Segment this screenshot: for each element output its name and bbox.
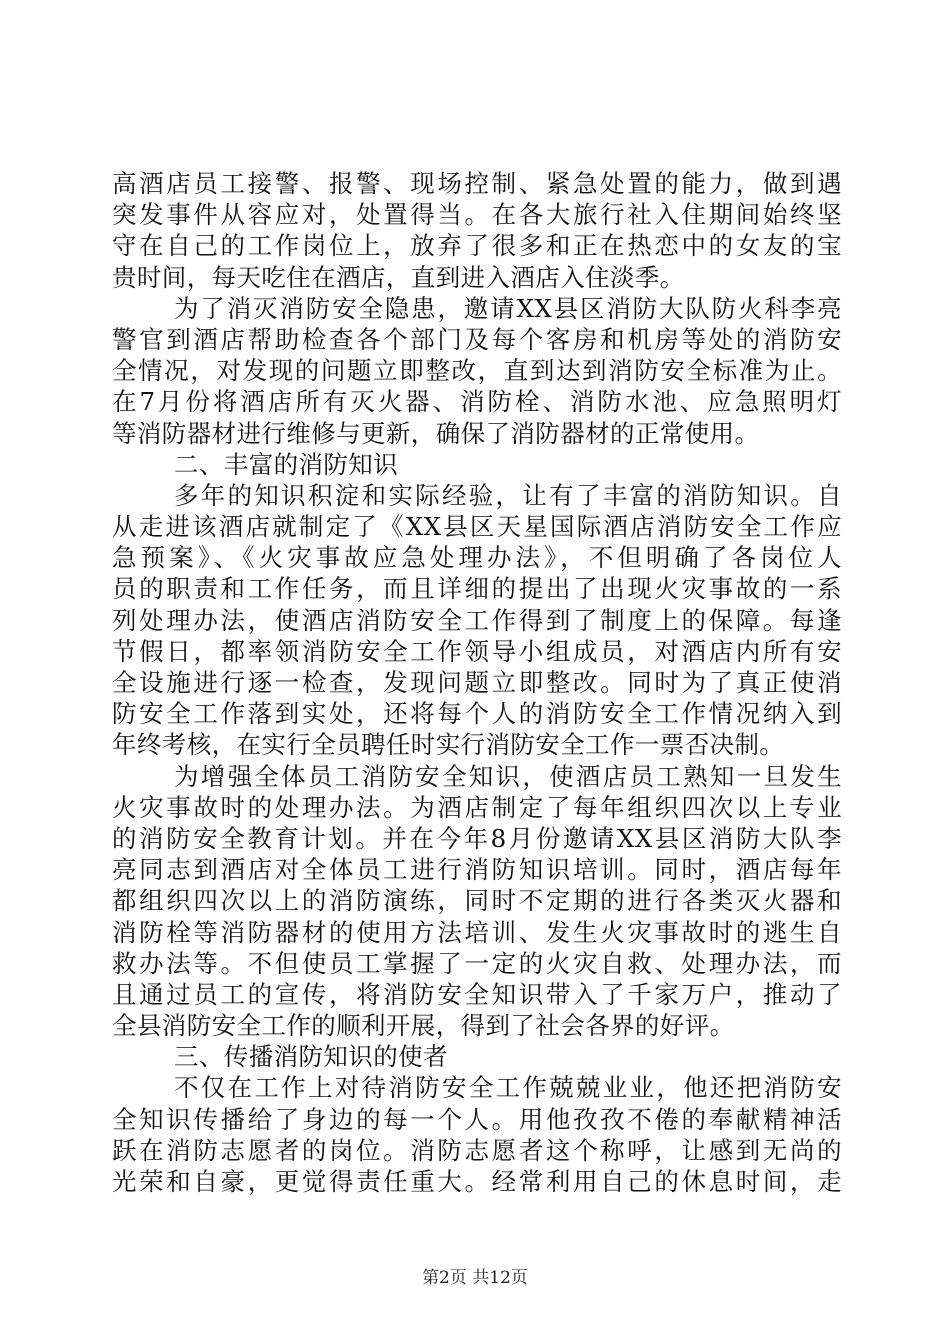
text-line: 从走进该酒店就制定了《XX县区天星国际酒店消防安全工作应 — [112, 512, 842, 542]
text-line: 守在自己的工作岗位上，放弃了很多和正在热恋中的女友的宝 — [112, 231, 842, 261]
text-line: 不仅在工作上对待消防安全工作兢兢业业，他还把消防安 — [174, 1073, 842, 1103]
document-body — [112, 168, 842, 1197]
text-line: 为增强全体员工消防安全知识，使酒店员工熟知一旦发生 — [174, 761, 842, 791]
text-line: 且通过员工的宣传，将消防安全知识带入了千家万户，推动了 — [112, 979, 842, 1009]
text-line: 消防栓等消防器材的使用方法培训、发生火灾事故时的逃生自 — [112, 917, 842, 947]
text-line: 等消防器材进行维修与更新，确保了消防器材的正常使用。 — [112, 418, 760, 448]
text-line: 节假日，都率领消防安全工作领导小组成员，对酒店内所有安 — [112, 636, 842, 666]
text-line: 光荣和自豪，更觉得责任重大。经常利用自己的休息时间，走 — [112, 1167, 842, 1196]
text-line: 防安全工作落到实处，还将每个人的消防安全工作情况纳入到 — [112, 699, 842, 729]
section-heading: 二、丰富的消防知识 — [174, 449, 399, 479]
text-line: 列处理办法，使酒店消防安全工作得到了制度上的保障。每逢 — [112, 605, 842, 635]
text-line: 火灾事故时的处理办法。为酒店制定了每年组织四次以上专业 — [112, 792, 842, 822]
text-line: 的消防安全教育计划。并在今年8月份邀请XX县区消防大队李 — [112, 823, 842, 853]
text-line: 年终考核，在实行全员聘任时实行消防安全工作一票否决制。 — [112, 730, 785, 760]
text-line: 全县消防安全工作的顺利开展，得到了社会各界的好评。 — [112, 1011, 735, 1041]
text-line: 亮同志到酒店对全体员工进行消防知识培训。同时，酒店每年 — [112, 855, 842, 885]
text-line: 全设施进行逐一检查，发现问题立即整改。同时为了真正使消 — [112, 668, 842, 697]
text-line: 救办法等。不但使员工掌握了一定的火灾自救、处理办法，而 — [112, 948, 842, 978]
text-line: 都组织四次以上的消防演练，同时不定期的进行各类灭火器和 — [112, 886, 842, 916]
text-line: 全知识传播给了身边的每一个人。用他孜孜不倦的奉献精神活 — [112, 1104, 842, 1134]
page-number-footer: 第2页 共12页 — [422, 1268, 528, 1288]
text-line: 在7月份将酒店所有灭火器、消防栓、消防水池、应急照明灯 — [112, 387, 842, 417]
text-line: 突发事件从容应对，处置得当。在各大旅行社入住期间始终坚 — [112, 200, 842, 230]
text-line: 高酒店员工接警、报警、现场控制、紧急处置的能力，做到遇 — [112, 169, 842, 198]
text-line: 跃在消防志愿者的岗位。消防志愿者这个称呼，让感到无尚的 — [112, 1135, 842, 1165]
section-heading: 三、传播消防知识的使者 — [174, 1042, 448, 1072]
text-line: 警官到酒店帮助检查各个部门及每个客房和机房等处的消防安 — [112, 324, 842, 354]
text-line: 急预案》、《火灾事故应急处理办法》，不但明确了各岗位人 — [112, 543, 842, 573]
text-line: 多年的知识积淀和实际经验，让有了丰富的消防知识。自 — [174, 480, 842, 510]
text-line: 为了消灭消防安全隐患，邀请XX县区消防大队防火科李亮 — [174, 293, 842, 323]
text-line: 员的职责和工作任务，而且详细的提出了出现火灾事故的一系 — [112, 574, 842, 604]
text-line: 贵时间，每天吃住在酒店，直到进入酒店入住淡季。 — [112, 262, 685, 292]
text-line: 全情况，对发现的问题立即整改，直到达到消防安全标准为止。 — [112, 356, 842, 386]
